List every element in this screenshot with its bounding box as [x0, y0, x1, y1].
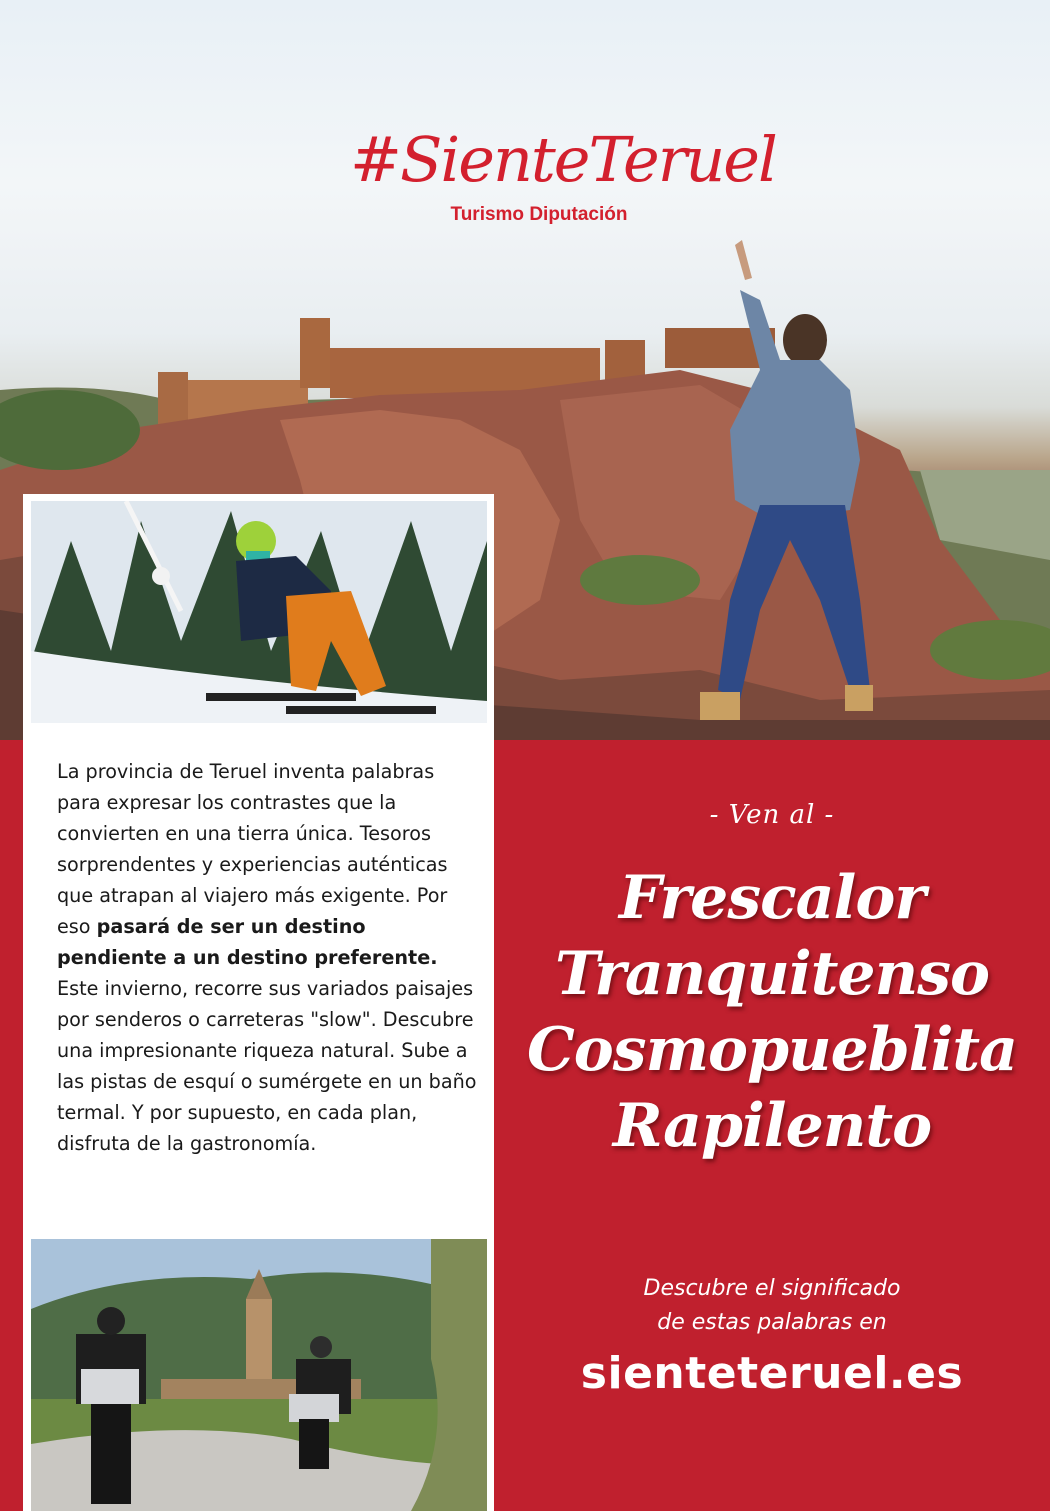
info-panel — [23, 494, 494, 1511]
intro-bold: pasará de ser un destino pendiente a un destino preferente. — [57, 915, 438, 969]
word-cosmopueblita: Cosmopueblita — [527, 1015, 1017, 1085]
logo-hashtag: #SienteTeruel — [350, 123, 776, 196]
siente-teruel-logo — [350, 120, 776, 270]
discover-line-1: Descubre el significado — [643, 1276, 901, 1301]
description-winter: Este invierno, recorre sus variados paisajes por senderos o carreteras "slow". Descubre una impresionante riqueza natural. Sube a las pistas de esquí o sumérgete en un baño termal. Y por supuesto, en cada plan, disfruta de la gastronomía. — [57, 977, 477, 1155]
invented-words-list — [494, 860, 1050, 1164]
ven-al-heading: - Ven al - — [709, 800, 835, 830]
skier-illustration — [31, 501, 487, 723]
logo-subtitle: Turismo Diputación — [450, 204, 628, 225]
intro-text: La provincia de Teruel inventa palabras para expresar los contrastes que la convierten en una tierra única. Tesoros sorprendentes y experiencias auténticas que atrapan al viajero más exigente. Por eso — [57, 760, 448, 938]
description-intro — [57, 756, 477, 973]
skier-photo — [31, 501, 487, 723]
word-frescalor: Frescalor — [619, 863, 925, 933]
discover-line-2: de estas palabras en — [657, 1310, 887, 1335]
discover-text — [494, 1272, 1050, 1340]
description-text — [57, 756, 477, 1159]
word-tranquitenso: Tranquitenso — [554, 939, 990, 1009]
website-url[interactable]: sienteteruel.es — [580, 1348, 964, 1399]
promo-panel — [494, 740, 1050, 1511]
motorcyclists-photo — [31, 1239, 487, 1511]
motorcycle-illustration — [31, 1239, 487, 1511]
word-rapilento: Rapilento — [612, 1091, 932, 1161]
